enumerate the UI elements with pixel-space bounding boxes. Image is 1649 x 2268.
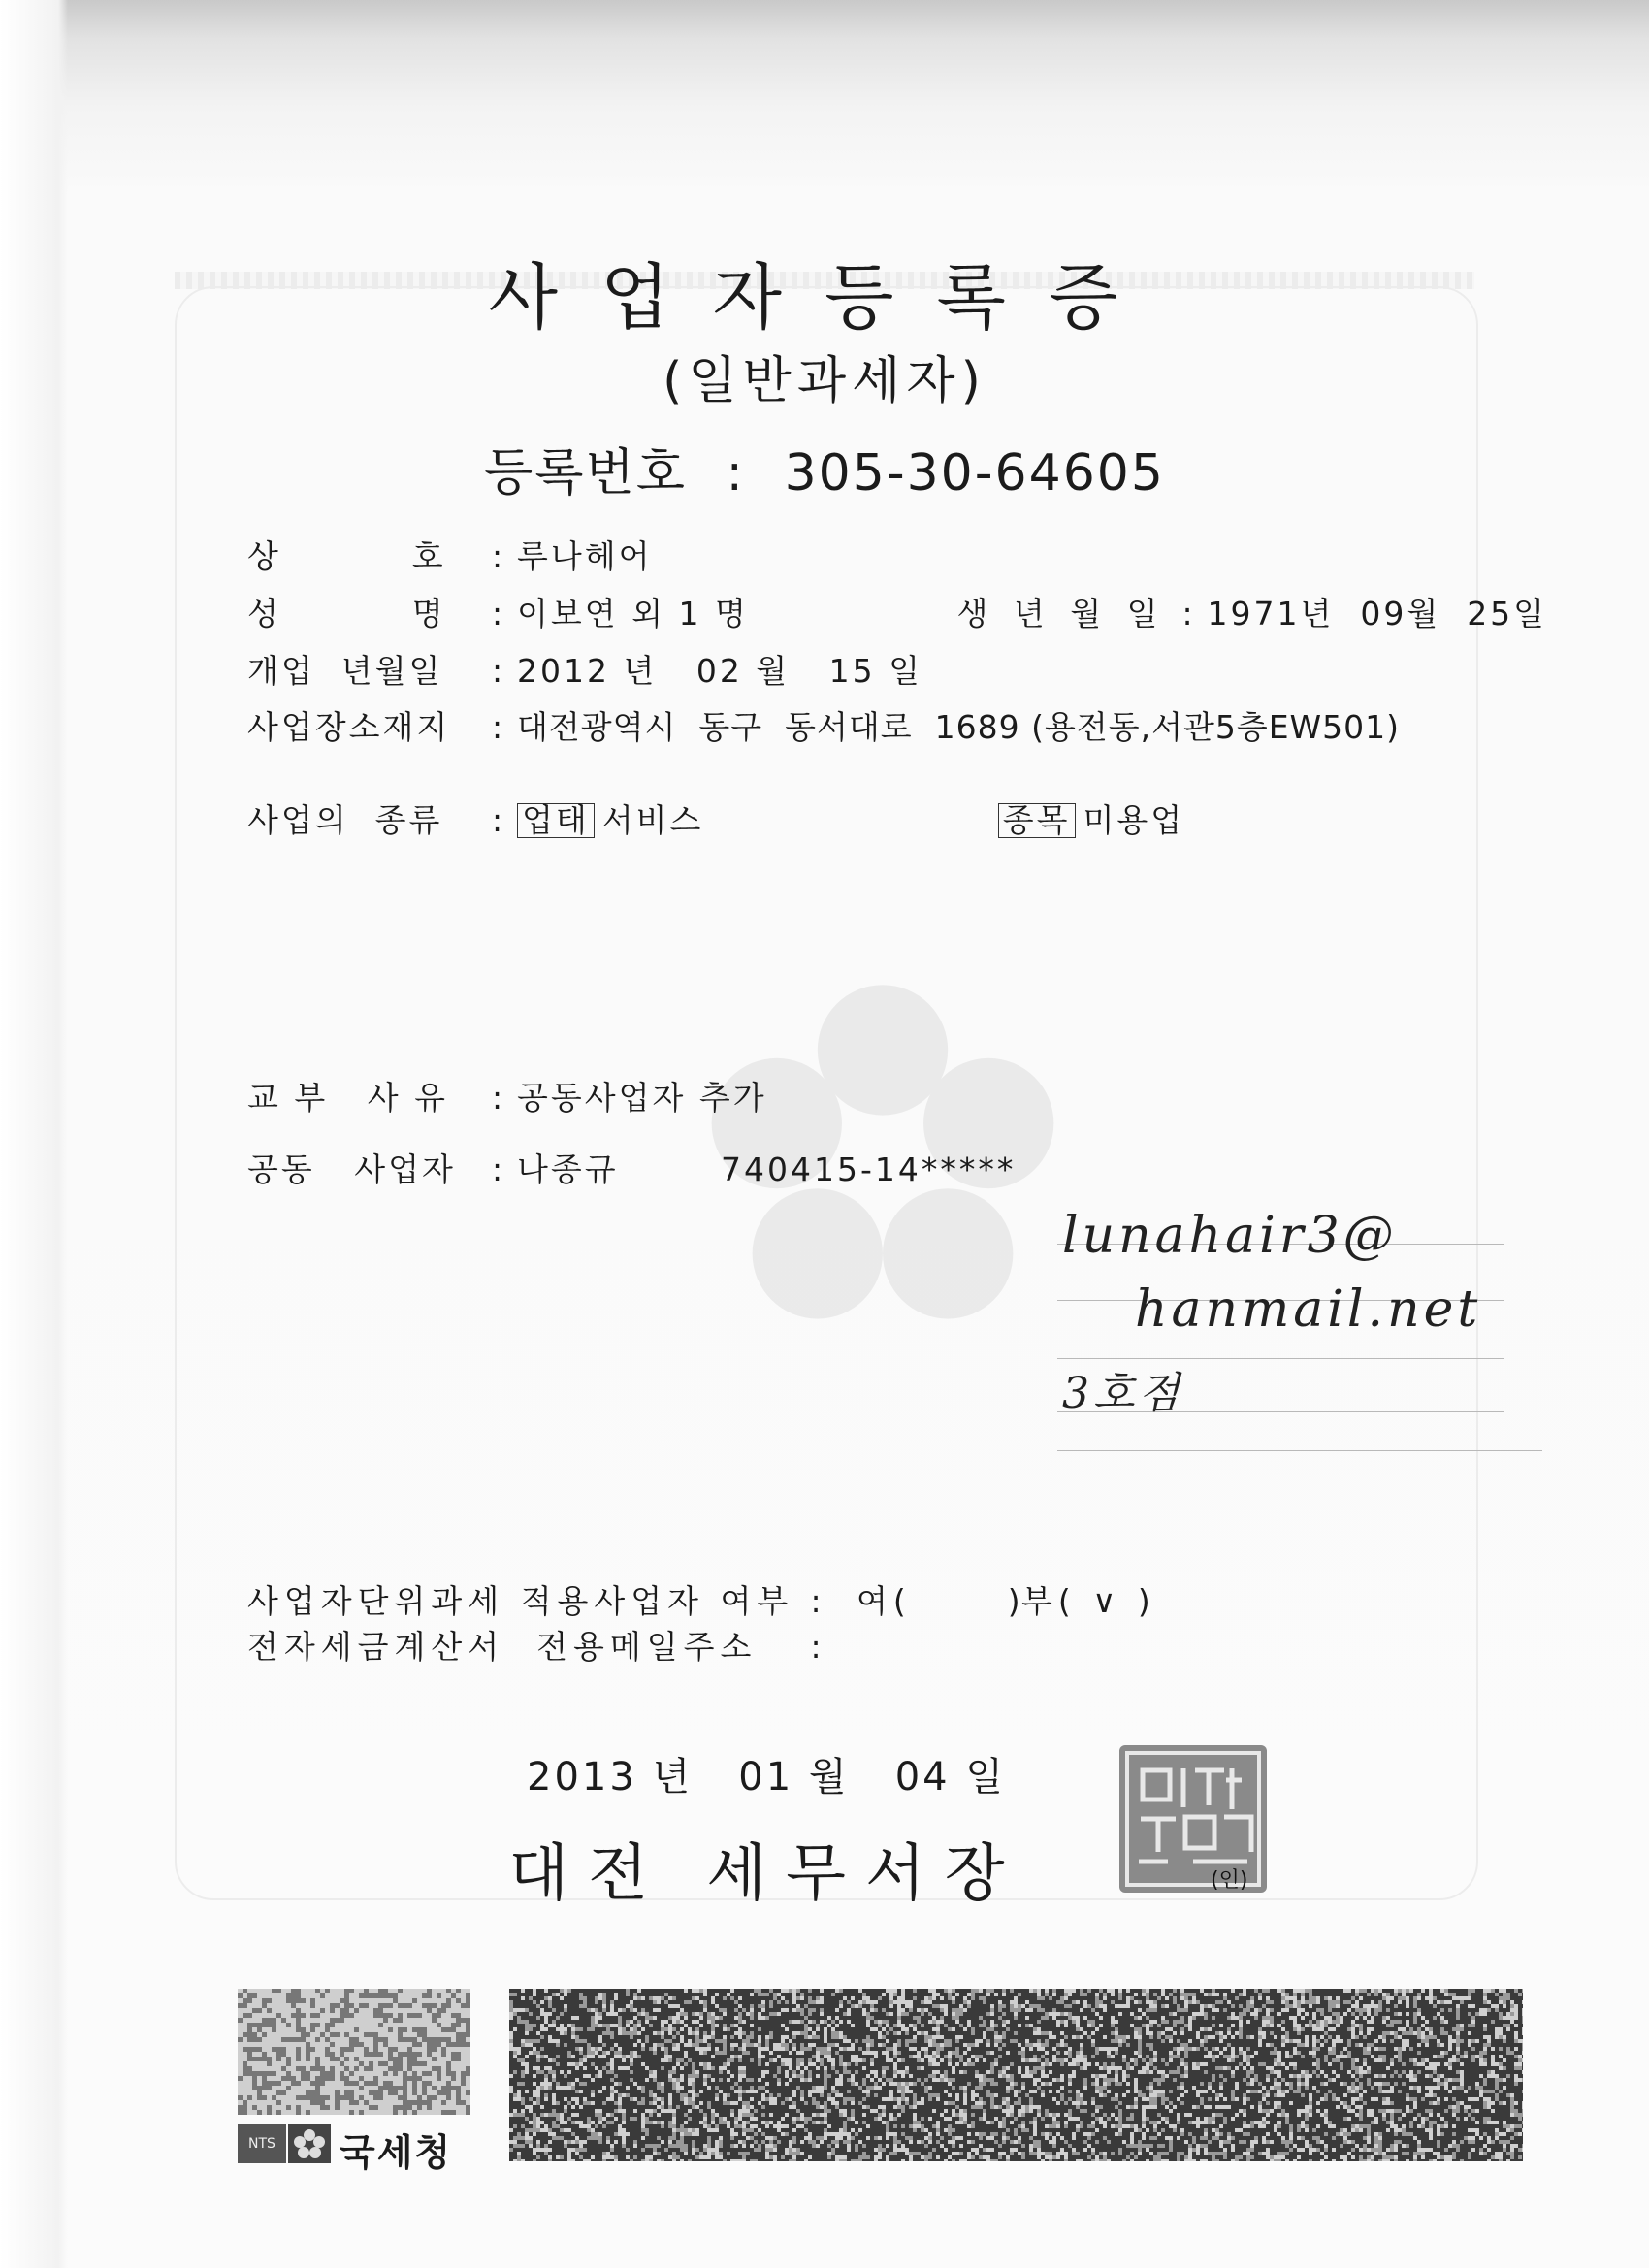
official-seal <box>1116 1741 1271 1896</box>
handwritten-line-2: hanmail.net <box>1135 1280 1482 1339</box>
unit-tax-row <box>247 1576 1156 1622</box>
colon: : <box>491 801 506 839</box>
colon: : <box>491 1079 506 1117</box>
colon: : <box>1181 595 1196 632</box>
reason-row <box>247 1073 767 1118</box>
co-owner-id: 740415-14***** <box>721 1150 1017 1188</box>
trade-name-label: 상 호 <box>247 537 446 575</box>
co-owner-row <box>247 1145 1016 1190</box>
email-row <box>247 1622 837 1668</box>
colon: : <box>810 1582 827 1620</box>
birth-value: 1971년 09월 25일 <box>1207 595 1548 632</box>
unit-tax-yes: 여( ) <box>857 1582 1026 1620</box>
document-subtitle: (일반과세자) <box>663 352 986 410</box>
item-value: 미용업 <box>1083 801 1185 839</box>
registration-number-row <box>0 432 1649 504</box>
email-label: 전자세금계산서 전용메일주소 <box>247 1628 758 1666</box>
trade-name-value: 루나헤어 <box>517 537 653 575</box>
seal-stamp-icon <box>1116 1741 1271 1896</box>
issuing-office: 대전 세무서장 <box>508 1838 1024 1910</box>
item-tag: 종목 <box>998 803 1076 838</box>
colon: : <box>491 537 506 575</box>
qr-code <box>238 1989 470 2115</box>
address-row <box>247 702 1400 748</box>
name-row <box>247 589 1547 634</box>
co-owner-label: 공동 사업자 <box>247 1150 456 1188</box>
unit-tax-no: 부( ∨ ) <box>1021 1582 1156 1620</box>
business-type-row <box>247 795 1184 841</box>
name-label: 성 명 <box>247 595 446 632</box>
colon: : <box>810 1628 827 1666</box>
security-barcode <box>509 1989 1523 2161</box>
category-value: 서비스 <box>601 801 704 839</box>
registration-number: 305-30-64605 <box>784 444 1165 502</box>
handwritten-line-3: 3호점 <box>1062 1369 1184 1418</box>
name-value: 이보연 외 1 명 <box>517 595 749 632</box>
registration-colon: : <box>726 444 746 502</box>
birth-label: 생 년 월 일 <box>956 595 1166 632</box>
address-value: 대전광역시 동구 동서대로 1689 (용전동,서관5층EW501) <box>517 708 1401 746</box>
open-date-label: 개업 년월일 <box>247 652 443 690</box>
nts-small-logo: NTS <box>238 2124 286 2163</box>
colon: : <box>491 1150 506 1188</box>
unit-tax-label: 사업자단위과세 적용사업자 여부 <box>247 1582 794 1620</box>
reason-value: 공동사업자 추가 <box>517 1079 767 1117</box>
category-tag: 업태 <box>517 803 595 838</box>
issue-date: 2013 년 01 월 04 일 <box>527 1755 1006 1799</box>
address-label: 사업장소재지 <box>247 708 451 746</box>
nts-agency-name: 국세청 <box>340 2131 453 2174</box>
handwritten-line-1: lunahair3@ <box>1062 1207 1398 1265</box>
handwritten-note <box>989 1203 1533 1494</box>
svg-text:(인): (인) <box>1211 1868 1248 1893</box>
open-date-row <box>247 646 922 692</box>
co-owner-name: 나종규 <box>517 1150 619 1188</box>
nts-footer-logo <box>238 2124 470 2173</box>
colon: : <box>491 708 506 746</box>
reason-label: 교 부 사 유 <box>247 1079 448 1117</box>
colon: : <box>491 595 506 632</box>
colon: : <box>491 652 506 690</box>
trade-name-row <box>247 532 653 577</box>
business-type-label: 사업의 종류 <box>247 801 443 839</box>
nts-emblem-icon <box>288 2124 331 2163</box>
document-title: 사업자등록증 <box>488 256 1161 340</box>
registration-label: 등록번호 <box>484 444 687 502</box>
open-date-value: 2012 년 02 월 15 일 <box>517 652 923 690</box>
